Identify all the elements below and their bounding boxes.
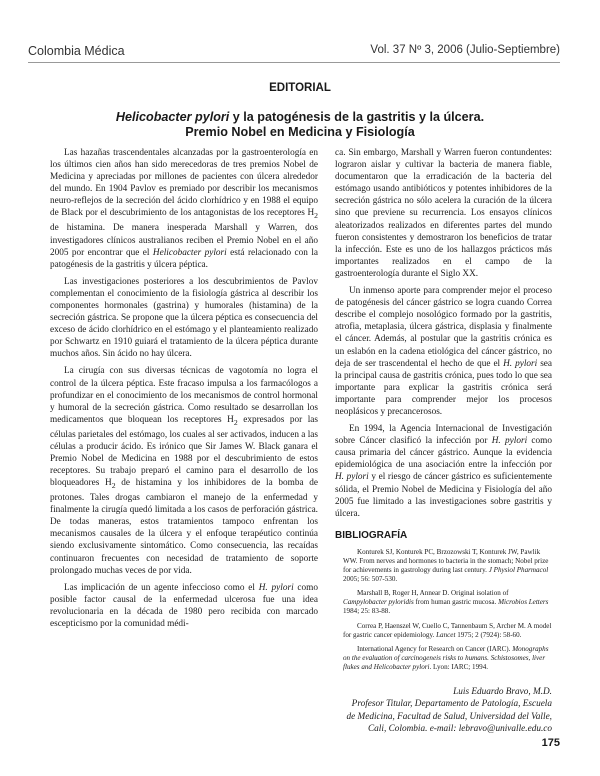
header-rule [28,62,560,63]
italic-run: H. pylori [503,358,538,369]
text-run: La cirugía con sus diversas técnicas de vagotomía no logra el control de la úlcera péptica. Este fracaso impulsa a los farmacólogos a profundizar en el conocimiento de los mecanismos de control hormonal y humoral de la secreción gástrica. Como resultado se desarrollan los medicamentos que bloquean los receptores H [50,366,318,425]
text-run: Konturek SJ, Konturek PC, Brzozowski T, Konturek JW, Pawlik WW. From nerves and hormones to bacteria in the stomach; Nobel prize for achievements in gastrology during last century. [343,547,549,575]
title-line-1 [0,110,600,125]
subscript: 2 [111,480,116,490]
bibliography-heading: BIBLIOGRAFÍA [335,529,408,541]
text-run: Un inmenso aporte para comprender mejor el proceso de patogénesis del cáncer gástrico se logra cuando Correa describe el complejo nosológico formado por la gastritis, atrofia, metaplasia, úlcera gástrica, displasia y finalmente el cáncer. Además, al postular que la gastritis crónica es un eslabón en la cadena etiológica del cáncer gástrico, no deja de ser trascendental el hecho de que el [335,286,552,369]
subscript: 2 [314,211,318,221]
author-block [335,686,552,735]
author-affiliation-1: Profesor Titular, Departamento de Patología, Escuela [351,699,552,710]
paragraph-1 [50,147,318,271]
reference-3 [335,622,552,640]
italic-run: Monographs on the evaluation of carcinogeneis risks to humans. Schistosomes, liver flukes and Helicobacter pylori [343,644,549,671]
text-run: Correa P, Haenszel W, Cuello C, Tannenbaum S, Archer M. A model for gastric cancer epidemiology. [343,621,552,639]
section-label: EDITORIAL [269,82,331,94]
text-run: 2005; 56: 507-530. [343,575,398,584]
author-affiliation-2: de Medicina, Facultad de Salud, Universidad del Valle, [346,711,552,722]
page-number: 175 [541,737,560,749]
reference-1 [335,548,552,584]
text-run: 1975; 2 (7924): 58-60. [455,630,522,639]
paragraph-2: Las investigaciones posteriores a los descubrimientos de Pavlov complementan el conocimiento de la fisiología gástrica al describir los componentes hormonales (gastrina) y humorales (histamina) de la secreción gástrica. Se propone que la úlcera péptica es consecuencia del exceso de ácido clorhídrico en el estómago y el planteamiento realizado por Schwartz en 1910 guiará el tratamiento de la úlcera péptica durante muchos años. Sin ácido no hay úlcera. [50,276,318,360]
italic-run: H. pylori [335,472,369,483]
text-run: está relacionado con la patogénesis de la gastritis y úlcera péptica. [50,247,318,270]
italic-run: H. pylori [491,436,528,447]
paragraph-4 [50,582,318,630]
text-run: from human gastric mucosa. [413,598,499,607]
text-run: Las implicación de un agente infeccioso como el [64,582,259,593]
text-run: como posible factor causal de la enfermedad ulcerosa fue una idea revolucionaria en la década de 1980 pero recibida con marcado escepticismo por la comunidad médi- [50,582,318,629]
title-species: Helicobacter pylori [115,110,230,124]
text-run: En 1994, la Agencia Internacional de Investigación sobre Cáncer clasificó la infección por [335,424,552,447]
text-run: expresados por las células parietales del estómago, los cuales al ser activados, inducen a las células a producir ácido. Es irónico que Sir James W. Black ganara el Premio Nobel de Medicina en 1988 por el descubrimiento de estos receptores. Su trabajo preparó el camino para el desarrollo de los bloqueadores H [50,414,318,489]
left-column [50,147,318,635]
title-line-1-rest: y la patogénesis de la gastritis y la úlcera. [229,110,485,124]
italic-run: H. pylori [258,582,294,593]
paragraph-3 [50,365,318,576]
text-run: . Lyon: IARC; 1994. [429,662,489,671]
paragraph-7 [335,423,552,520]
text-run: Marshall B, Roger H, Annear D. Original isolation of [357,589,509,598]
journal-name: Colombia Médica [28,44,125,58]
text-run: sea la principal causa de gastritis crónica, pues todo lo que sea importante para explicar la gastritis crónica será importante para comprender mejor los procesos neoplásicos y precancerosos. [335,358,552,417]
reference-4 [335,645,552,672]
text-run: de histamina y los inhibidores de la bomba de protones. Tales drogas cambiaron el manejo de la enfermedad y finalmente la cirugía quedó limitada a los casos de perforación gástrica. De todas maneras, estos tratamientos tampoco enfrentan los mecanismos causales de la úlcera y el enfoque terapéutico continúa siendo exclusivamente sintomático. Como consecuencia, las recaídas continuaron frecuentes con necesidad de tratamiento de soporte prolongado muchas veces de por vida. [50,478,318,576]
article-title [0,110,600,140]
reference-2 [335,589,552,616]
italic-run: Lancet [436,630,456,639]
text-run: 1984; 25: 83-88. [343,607,391,616]
paragraph-5: ca. Sin embargo, Marshall y Warren fueron contundentes: lograron aislar y cultivar la bacteria de manera fiable, documentaron que la erradicación de la bacteria del estómago usando antibióticos y potentes inhibidores de la secreción gástrica no sólo acelera la curación de la úlcera sino que previene su recurrencia. Los ensayos clínicos aleatorizados realizados en diferentes partes del mundo fueron consistentes y demostraron los beneficios de tratar la infección. Este es uno de los hallazgos prácticos más importantes realizados en el campo de la gastroenterología durante el Siglo XX. [335,148,552,279]
italic-run: Microbios Letters [498,598,549,607]
italic-run: J Physiol Pharmacol [488,566,549,575]
subscript: 2 [233,417,238,427]
italic-run: Campylobacter pyloridis [343,598,414,607]
italic-run: Helicobacter pylori [152,247,227,258]
author-contact: Cali, Colombia. e-mail: lebravo@univalle.edu.co [368,723,552,734]
author-name: Luis Eduardo Bravo, M.D. [453,687,552,698]
paragraph-6 [335,285,552,418]
text-run: de histamina. De manera inesperada Marshall y Warren, dos investigadores clínicos australianos reciben el Premio Nobel en el año 2005 por encontrar que el [50,223,318,258]
text-run: como causa primaria del cáncer gástrico. Aunque la evidencia epidemiológica de una asociación entre la infección por [335,436,552,471]
issue-info: Vol. 37 Nº 3, 2006 (Julio-Septiembre) [370,44,560,56]
right-column [335,147,552,735]
text-run: International Agency for Research on Cancer (IARC). [357,644,513,653]
text-run: Las hazañas trascendentales alcanzadas por la gastroenterología en los últimos cien años han sido merecedoras de tres premios Nobel de Medicina y apreciadas por millones de pacientes con úlcera alrededor del mundo. En 1904 Pavlov es premiado por describir los mecanismos neuro-reflejos de la secreción del ácido clorhídrico y en 1988 el equipo de Black por el descubrimiento de los antagonistas de los receptores H [50,148,318,219]
title-line-2: Premio Nobel en Medicina y Fisiología [185,125,415,139]
text-run: y el riesgo de cáncer gástrico es suficientemente sólida, el Premio Nobel de Medicina y Fisiología del año 2005 fue limitado a las investigaciones sobre gastritis y úlcera. [335,472,552,519]
